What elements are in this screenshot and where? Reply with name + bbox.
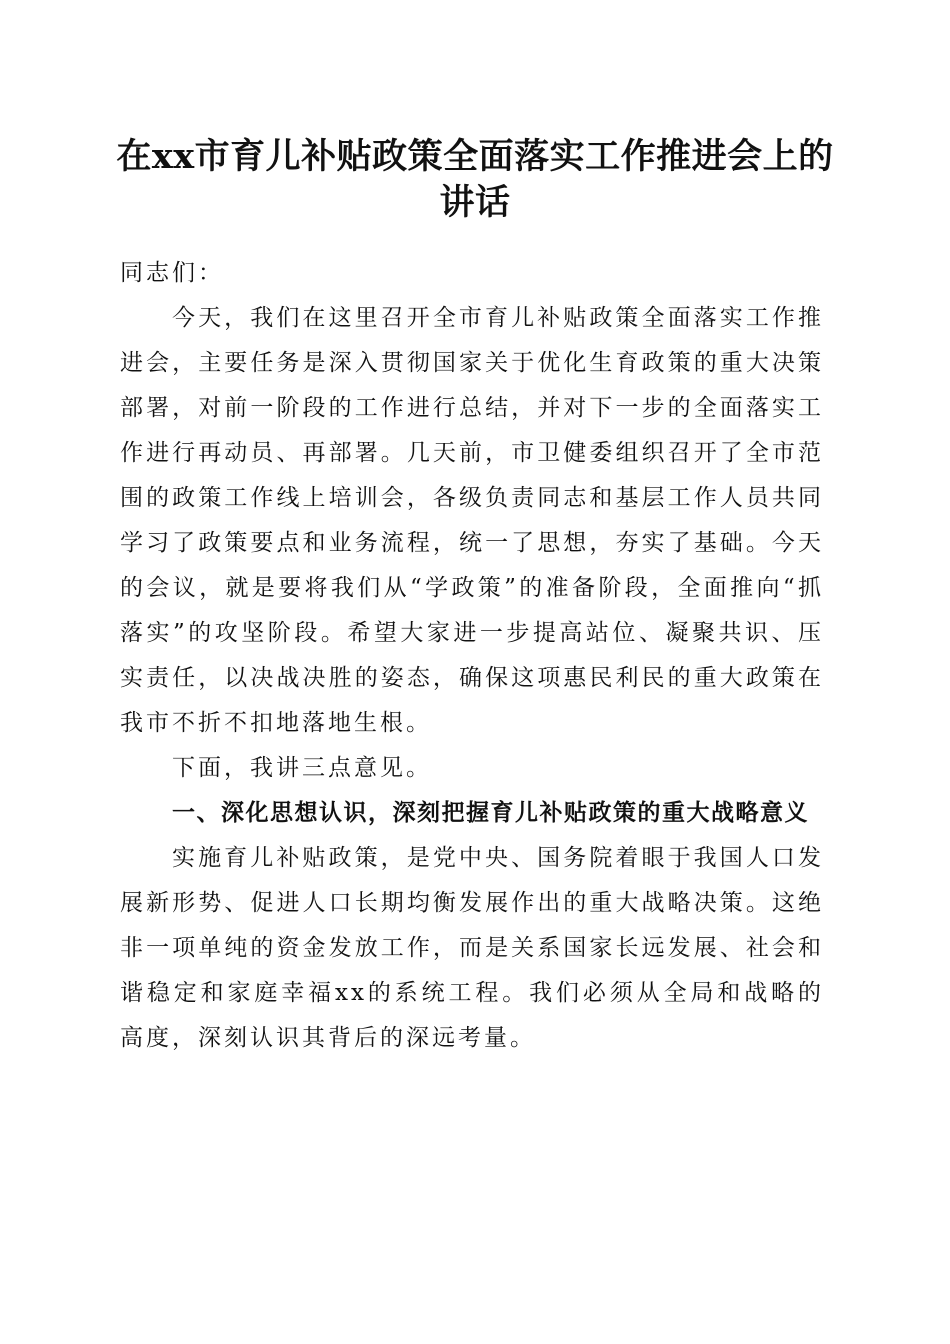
section-paragraph: 实施育儿补贴政策，是党中央、国务院着眼于我国人口发展新形势、促进人口长期均衡发展作出的重大战略决策。这绝非一项单纯的资金发放工作，而是关系国家长远发展、社会和谐稳定和家庭幸福xx的系统工程。我们必须从全局和战略的高度，深刻认识其背后的深远考量。 — [120, 845, 824, 1051]
document-title: 在xx市育儿补贴政策全面落实工作推进会上的讲话 — [116, 136, 834, 223]
transition-paragraph: 下面，我讲三点意见。 — [172, 755, 432, 781]
section-heading: 一、深化思想认识，深刻把握育儿补贴政策的重大战略意义 — [172, 800, 809, 826]
intro-paragraph: 今天，我们在这里召开全市育儿补贴政策全面落实工作推进会，主要任务是深入贯彻国家关于优化生育政策的重大决策部署，对前一阶段的工作进行总结，并对下一步的全面落实工作进行再动员、再部署。几天前，市卫健委组织召开了全市范围的政策工作线上培训会，各级负责同志和基层工作人员共同学习了政策要点和业务流程，统一了思想，夯实了基础。今天的会议，就是要将我们从“学政策”的准备阶段，全面推向“抓落实”的攻坚阶段。希望大家进一步提高站位、凝聚共识、压实责任，以决战决胜的姿态，确保这项惠民利民的重大政策在我市不折不扣地落地生根。 — [120, 305, 824, 736]
salutation: 同志们： — [120, 260, 224, 286]
document-body — [120, 251, 824, 1061]
